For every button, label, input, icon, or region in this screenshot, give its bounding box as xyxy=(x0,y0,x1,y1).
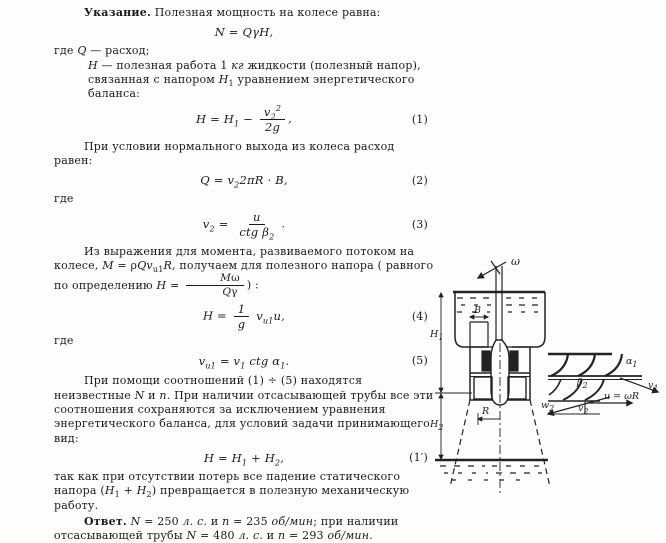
paragraph-relations: При помощи соотношений (1) ÷ (5) находятся неизвестные N и n. При наличии отсасывающей трубы все эти соотношения сохраняются за исключением уравнения энергетического баланса, для условий задачи принимающего вид: xyxy=(54,374,434,445)
where-2: где xyxy=(54,192,74,206)
label-w2: $w_2$ xyxy=(541,400,555,413)
eq1-numerator: $v_2^2$ xyxy=(260,106,285,120)
label-alpha1: $\alpha_1$ xyxy=(626,356,638,369)
paragraph-hint xyxy=(54,6,434,20)
lower-box-left xyxy=(474,377,492,399)
moment-text-pre: Из выражения для момента, развиваемого потоком на колесе, M = ρQv$_{u1}$R, получаем для полезного напора ( равного по определению H = xyxy=(54,244,434,292)
eq5-body: $v_{u1} = v_1$ ctg $\alpha_1$. xyxy=(198,353,290,370)
paragraph-losses: так как при отсутствии потерь все падение статического напора $(H_1 + H_2)$ превращается в полезную механическую работу. xyxy=(54,469,410,512)
equation-1prime xyxy=(54,451,434,466)
turbine-figure xyxy=(430,253,666,509)
paragraph-normal-exit: При условии нормального выхода из колеса расход равен: xyxy=(54,139,395,167)
eq3-post: . xyxy=(281,216,286,231)
label-B: B xyxy=(474,305,481,316)
where-q-line xyxy=(54,44,434,58)
equation-power-body: N = QγH, xyxy=(214,25,274,40)
eq1-fraction xyxy=(260,106,285,133)
label-beta2: $\beta_2$ xyxy=(577,377,588,390)
where-h-line: H — полезная работа 1 кг жидкости (полезный напор), связанная с напором $H_1$ уравнением энергетического баланса: xyxy=(88,58,421,101)
equation-5 xyxy=(54,354,434,369)
eq3-fraction xyxy=(235,210,278,242)
eq4-numerator: 1 xyxy=(234,303,250,317)
blade-left xyxy=(482,351,490,371)
eq6-body: $H = H_1 + H_2$, xyxy=(203,450,285,468)
eq1-pre: $H = H_1$ − xyxy=(195,111,253,129)
hint-text: Полезная мощность на колесе равна: xyxy=(154,6,381,19)
answer-label: Ответ. xyxy=(84,514,127,528)
equation-2 xyxy=(54,173,434,188)
eq3-denominator: ctg $\beta_2$ xyxy=(239,225,275,242)
eq4-post: $v_{u1}u$, xyxy=(256,308,286,325)
guide-vane-1 xyxy=(551,354,568,376)
label-v2: $v_2$ xyxy=(578,403,589,416)
eq2-number: (2) xyxy=(411,173,428,187)
eq5-number: (5) xyxy=(411,353,428,367)
left-casing-wall xyxy=(455,292,488,347)
where-3: где xyxy=(54,334,74,348)
where-q-text: Q — расход; xyxy=(77,44,150,58)
eq3-numerator: u xyxy=(249,211,265,225)
eq6-number: (1′) xyxy=(409,451,428,465)
eq4-fraction xyxy=(234,303,250,330)
label-omega: ω xyxy=(511,255,520,268)
eq4-pre: H = xyxy=(202,308,227,323)
moment-inline-fraction xyxy=(186,273,244,298)
equation-4 xyxy=(54,303,434,330)
moment-text-post: ) : xyxy=(246,278,259,292)
draft-tube-right xyxy=(530,400,550,487)
label-R: R xyxy=(482,406,490,417)
eq1-number: (1) xyxy=(411,112,428,126)
right-casing-wall xyxy=(512,292,545,347)
label-H1: $H_1$ xyxy=(430,329,444,342)
lower-box-right xyxy=(508,377,526,399)
where-word: где xyxy=(54,44,74,58)
equation-3: $v_2$ = $\frac{u}{ctg \beta_2}$ . (3) xyxy=(202,210,428,242)
runner-blade-3 xyxy=(549,379,561,395)
eq2-body: $Q = v_22\pi R \cdot B$, xyxy=(200,173,288,190)
answer-text: N = 250 л. с. и n = 235 об/мин; при наличии отсасывающей трубы N = 480 л. с. и n = 293 об/мин. xyxy=(54,514,399,543)
hint-label: Указание. xyxy=(84,6,151,19)
eq4-denominator: g xyxy=(237,317,246,332)
paragraph-moment xyxy=(54,245,434,299)
moment-frac-num: Mω xyxy=(186,273,244,286)
eq1-denominator: 2g xyxy=(264,120,281,135)
blade-right xyxy=(510,351,518,371)
label-u-equals-omega-R: u = ωR xyxy=(604,391,640,402)
label-v1: $v_1$ xyxy=(648,380,659,393)
guide-vane-2 xyxy=(578,354,595,376)
label-H2: $H_2$ xyxy=(430,419,444,432)
eq4-number: (4) xyxy=(411,309,428,323)
guide-vane-3 xyxy=(605,354,622,376)
text-column xyxy=(0,6,440,543)
moment-frac-den: Qγ xyxy=(222,286,238,299)
paragraph-answer xyxy=(54,515,434,543)
eq3-pre: $v_2$ = xyxy=(202,216,229,234)
eq1-post: , xyxy=(288,111,293,126)
equation-1 xyxy=(54,106,434,133)
guide-vane-box xyxy=(470,322,488,347)
turbine-diagram-drawing xyxy=(430,253,666,509)
draft-tube-left xyxy=(450,400,470,487)
equation-power xyxy=(54,25,434,40)
